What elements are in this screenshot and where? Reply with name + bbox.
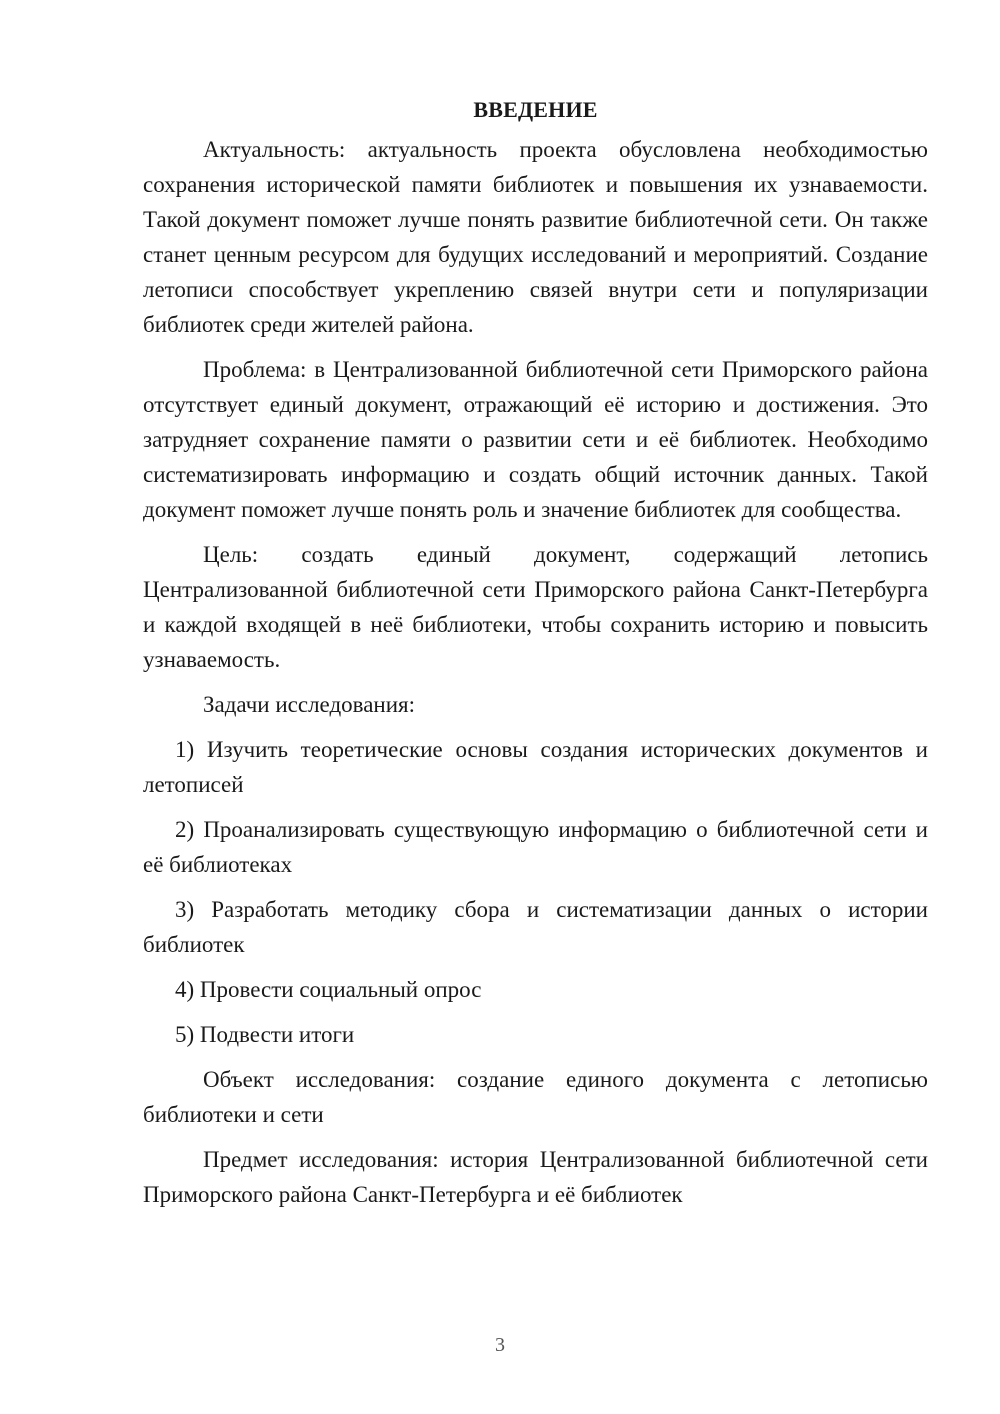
section-title: ВВЕДЕНИЕ: [473, 97, 598, 122]
task-item-2: 2) Проанализировать существующую информацию о библиотечной сети и её библиотеках: [143, 817, 928, 877]
page-number: 3: [495, 1334, 505, 1356]
task-item-4: 4) Провести социальный опрос: [175, 977, 482, 1002]
task-item-5: 5) Подвести итоги: [175, 1022, 355, 1047]
subject-paragraph: Предмет исследования: история Централизованной библиотечной сети Приморского района Санкт-Петербурга и её библиотек: [143, 1147, 928, 1207]
tasks-heading: Задачи исследования:: [203, 692, 416, 717]
document-page: [143, 88, 928, 1222]
goal-paragraph: Цель: создать единый документ, содержащий летопись Централизованной библиотечной сети Приморского района Санкт-Петербурга и каждой входящей в неё библиотеки, чтобы сохранить историю и повысить узнаваемость.: [143, 542, 928, 672]
object-paragraph: Объект исследования: создание единого документа с летописью библиотеки и сети: [143, 1067, 928, 1127]
relevance-paragraph: Актуальность: актуальность проекта обусловлена необходимостью сохранения исторической памяти библиотек и повышения их узнаваемости. Такой документ поможет лучше понять развитие библиотечной сети. Он также станет ценным ресурсом для будущих исследований и мероприятий. Создание летописи способствует укреплению связей внутри сети и популяризации библиотек среди жителей района.: [143, 137, 928, 337]
task-item-3: 3) Разработать методику сбора и систематизации данных о истории библиотек: [143, 897, 928, 957]
task-item-1: 1) Изучить теоретические основы создания исторических документов и летописей: [143, 737, 928, 797]
problem-paragraph: Проблема: в Централизованной библиотечной сети Приморского района отсутствует единый документ, отражающий её историю и достижения. Это затрудняет сохранение памяти о развитии сети и её библиотек. Необходимо систематизировать информацию и создать общий источник данных. Такой документ поможет лучше понять роль и значение библиотек для сообщества.: [143, 357, 928, 522]
